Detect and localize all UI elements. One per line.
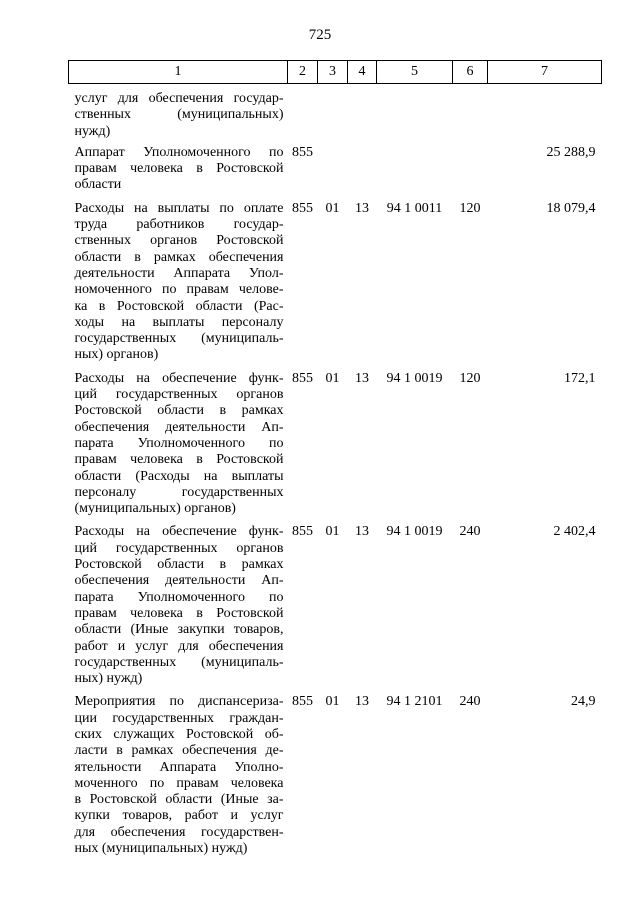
- column-header: 5: [377, 61, 453, 84]
- description-line: правам человека в Ростовской: [74, 452, 284, 468]
- table-row: [69, 140, 602, 194]
- subsection-code: 13: [355, 694, 369, 710]
- section-code: [318, 84, 348, 140]
- section-code: 01: [325, 370, 340, 386]
- description-line: области (Иные закупки товаров,: [74, 622, 284, 638]
- description-line: ласти в рамках обеспечения де-: [74, 743, 284, 759]
- description-line: государственных (муниципаль-: [74, 331, 284, 347]
- description-line: для обеспечения государствен-: [74, 824, 284, 840]
- description-line: обеспечения деятельности Ап-: [74, 573, 284, 589]
- target-article-code: 94 1 0019: [386, 370, 443, 386]
- description-line: ции государственных граждан-: [74, 710, 284, 726]
- description-line: парата Уполномоченного по: [74, 435, 284, 451]
- description-line: купки товаров, работ и услуг: [74, 808, 284, 824]
- subsection-code: 13: [355, 524, 369, 540]
- section-code: 01: [325, 524, 340, 540]
- ministry-code: [288, 84, 318, 140]
- description-line: Аппарат Уполномоченного по: [74, 144, 284, 160]
- ministry-code: 855: [292, 524, 313, 540]
- table-row: [69, 84, 602, 140]
- column-header: 6: [453, 61, 488, 84]
- description-line: Расходы на обеспечение функ-: [74, 370, 284, 386]
- description-line: Ростовской области в рамках: [74, 403, 284, 419]
- target-article-code: 94 1 0011: [386, 200, 443, 216]
- table-row: [69, 517, 602, 687]
- section-code: 01: [325, 694, 340, 710]
- description-line: персоналу государственных: [74, 484, 284, 500]
- expense-type-code: 120: [459, 370, 481, 386]
- description-line: правам человека в Ростовской: [74, 161, 284, 177]
- amount: 25 288,9: [546, 144, 596, 160]
- description-line: (муниципальных) органов): [74, 501, 236, 517]
- column-header: 7: [488, 61, 602, 84]
- description-line: работ и услуг для обеспечения: [74, 638, 284, 654]
- amount: 2 402,4: [553, 524, 596, 540]
- description-line: ций государственных органов: [74, 387, 284, 403]
- description-line: в Ростовской области (Иные за-: [74, 792, 284, 808]
- page-number: 725: [308, 27, 332, 43]
- table-body: [69, 84, 602, 858]
- description-line: услуг для обеспечения государ-: [74, 91, 284, 106]
- column-header: 1: [69, 61, 288, 84]
- description-line: области в рамках обеспечения: [74, 249, 284, 265]
- description-line: ходы на выплаты персоналу: [74, 314, 284, 330]
- description-line: обеспечения деятельности Ап-: [74, 419, 284, 435]
- row-description: [69, 687, 288, 857]
- column-header: 4: [348, 61, 377, 84]
- row-description: [69, 84, 288, 140]
- table-header-row: [69, 61, 602, 84]
- description-line: Расходы на обеспечение функ-: [74, 524, 284, 540]
- row-description: [69, 517, 288, 687]
- amount: [488, 84, 602, 140]
- subsection-code: [348, 84, 377, 140]
- expense-type-code: 120: [459, 200, 481, 216]
- ministry-code: 855: [292, 144, 313, 160]
- ministry-code: 855: [292, 694, 313, 710]
- description-line: труда работников государ-: [74, 217, 284, 233]
- target-article-code: [377, 84, 453, 140]
- description-line: правам человека в Ростовской: [74, 605, 284, 621]
- target-article-code: 94 1 2101: [386, 694, 443, 710]
- amount: 24,9: [571, 694, 596, 710]
- amount: 172,1: [564, 370, 596, 386]
- description-line: ственных органов Ростовской: [74, 233, 284, 249]
- description-line: моченного по правам человека: [74, 775, 284, 791]
- target-article-code: 94 1 0019: [386, 524, 443, 540]
- target-article-code: [377, 140, 453, 194]
- subsection-code: [348, 140, 377, 194]
- ministry-code: 855: [292, 370, 313, 386]
- description-line: ятельности Аппарата Уполно-: [74, 759, 284, 775]
- description-line: государственных (муниципаль-: [74, 654, 284, 670]
- column-header: 3: [318, 61, 348, 84]
- description-line: номоченного по правам челове-: [74, 282, 284, 298]
- description-line: Мероприятия по диспансеризa-: [74, 694, 284, 710]
- description-line: парата Уполномоченного по: [74, 589, 284, 605]
- row-description: [69, 364, 288, 518]
- section-code: [318, 140, 348, 194]
- section-code: 01: [325, 200, 340, 216]
- description-line: Расходы на выплаты по оплате: [74, 200, 284, 216]
- description-line: Ростовской области в рамках: [74, 557, 284, 573]
- ministry-code: 855: [292, 200, 313, 216]
- description-line: ственных (муниципальных): [74, 107, 284, 123]
- description-line: области (Расходы на выплаты: [74, 468, 284, 484]
- description-line: нужд): [74, 123, 111, 139]
- description-line: ных) органов): [74, 347, 159, 363]
- description-line: ных (муниципальных) нужд): [74, 841, 248, 857]
- table-row: [69, 194, 602, 364]
- expense-type-code: 240: [459, 694, 481, 710]
- subsection-code: 13: [355, 200, 369, 216]
- description-line: ций государственных органов: [74, 540, 284, 556]
- subsection-code: 13: [355, 370, 369, 386]
- description-line: ных) нужд): [74, 671, 143, 687]
- description-line: области: [74, 177, 122, 193]
- row-description: [69, 194, 288, 364]
- description-line: ских служащих Ростовской об-: [74, 726, 284, 742]
- description-line: деятельности Аппарата Упол-: [74, 265, 284, 281]
- amount: 18 079,4: [546, 200, 596, 216]
- row-description: [69, 140, 288, 194]
- table-row: [69, 364, 602, 518]
- expense-type-code: [453, 84, 488, 140]
- expense-type-code: 240: [459, 524, 481, 540]
- description-line: ка в Ростовской области (Рас-: [74, 298, 284, 314]
- budget-table: [68, 60, 602, 857]
- column-header: 2: [288, 61, 318, 84]
- table-row: [69, 687, 602, 857]
- expense-type-code: [453, 140, 488, 194]
